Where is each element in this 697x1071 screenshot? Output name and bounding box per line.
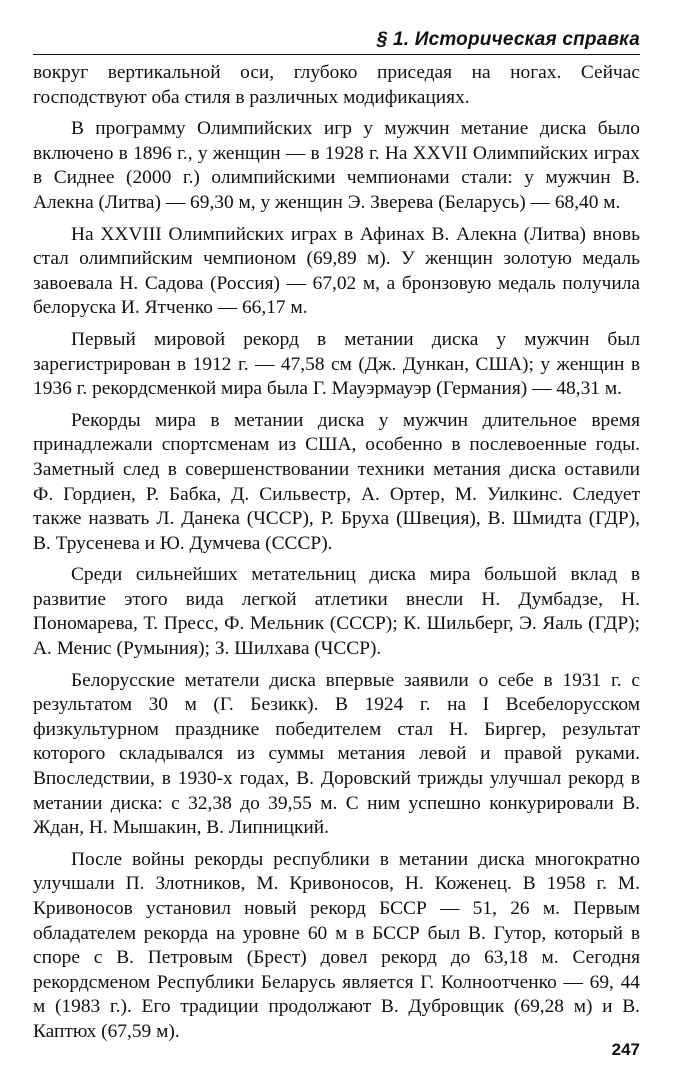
paragraph-women-throwers: Среди сильнейших метательниц диска мира большой вклад в развитие этого вида легкой атлетики внесли Н. Думбадзе, Н. Пономарева, Т. Пресс, Ф. Мельник (СССР); К. Шильберг, Э. Яаль (ГДР); А. Менис (Румыния); З. Шилхава (ЧССР).: [33, 564, 640, 660]
running-header: § 1. Историческая справка: [33, 28, 640, 55]
body-text: [33, 61, 640, 1045]
paragraph-first-world-record: Первый мировой рекорд в метании диска у мужчин был зарегистрирован в 1912 г. — 47,58 см (Дж. Дункан, США); у женщин в 1936 г. рекордсменкой мира была Г. Мауэрмауэр (Германия) — 48,31 м.: [33, 328, 640, 400]
paragraph-belarus-history: Белорусские метатели диска впервые заявили о себе в 1931 г. с результатом 30 м (Г. Безикк). В 1924 г. на I Всебелорусском физкультурном празднике победителем стал Н. Биргер, результат которого складывался из суммы метания левой и правой руками. Впоследствии, в 1930-х годах, В. Доровский трижды улучшал рекорд в метании диска: с 32,38 до 39,55 м. С ним успешно конкурировали В. Ждан, Н. Мышакин, В. Липницкий.: [33, 669, 640, 839]
paragraph-athens-games: На XXVIII Олимпийских играх в Афинах В. Алекна (Литва) вновь стал олимпийским чемпионом (69,89 м). У женщин золотую медаль завоевала Н. Садова (Россия) — 67,02 м, а бронзовую медаль получила белоруска И. Ятченко — 66,17 м.: [33, 223, 640, 319]
paragraph-usa-records: Рекорды мира в метании диска у мужчин длительное время принадлежали спортсменам из США, особенно в послевоенные годы. Заметный след в совершенствовании техники метания диска оставили Ф. Гордиен, Р. Бабка, Д. Сильвестр, А. Ортер, М. Уилкинс. Следует также назвать Л. Данека (ЧССР), Р. Бруха (Швеция), В. Шмидта (ГДР), В. Трусенева и Ю. Думчева (СССР).: [33, 409, 640, 554]
paragraph-postwar-records: После войны рекорды республики в метании диска многократно улучшали П. Злотников, М. Кривоносов, Н. Коженец. В 1958 г. М. Кривоносов установил новый рекорд БССР — 51, 26 м. Первым обладателем рекорда на уровне 60 м в БССР был В. Гутор, который в споре с В. Петровым (Брест) довел рекорд до 63,18 м. Сегодня рекордсменом Республики Беларусь является Г. Колноотченко — 69, 44 м (1983 г.). Его традиции продолжают В. Дубровщик (69,28 м) и В. Каптюх (67,59 м).: [33, 848, 640, 1042]
paragraph-continuation: вокруг вертикальной оси, глубоко приседая на ногах. Сейчас господствуют оба стиля в различных модификациях.: [33, 62, 640, 108]
page-number: 247: [611, 1040, 640, 1059]
book-page: [33, 28, 640, 1052]
paragraph-olympic-program: В программу Олимпийских игр у мужчин метание диска было включено в 1896 г., у женщин — в 1928 г. На XXVII Олимпийских играх в Сиднее (2000 г.) олимпийскими чемпионами стали: у мужчин В. Алекна (Литва) — 69,30 м, у женщин Э. Зверева (Беларусь) — 68,40 м.: [33, 118, 640, 213]
